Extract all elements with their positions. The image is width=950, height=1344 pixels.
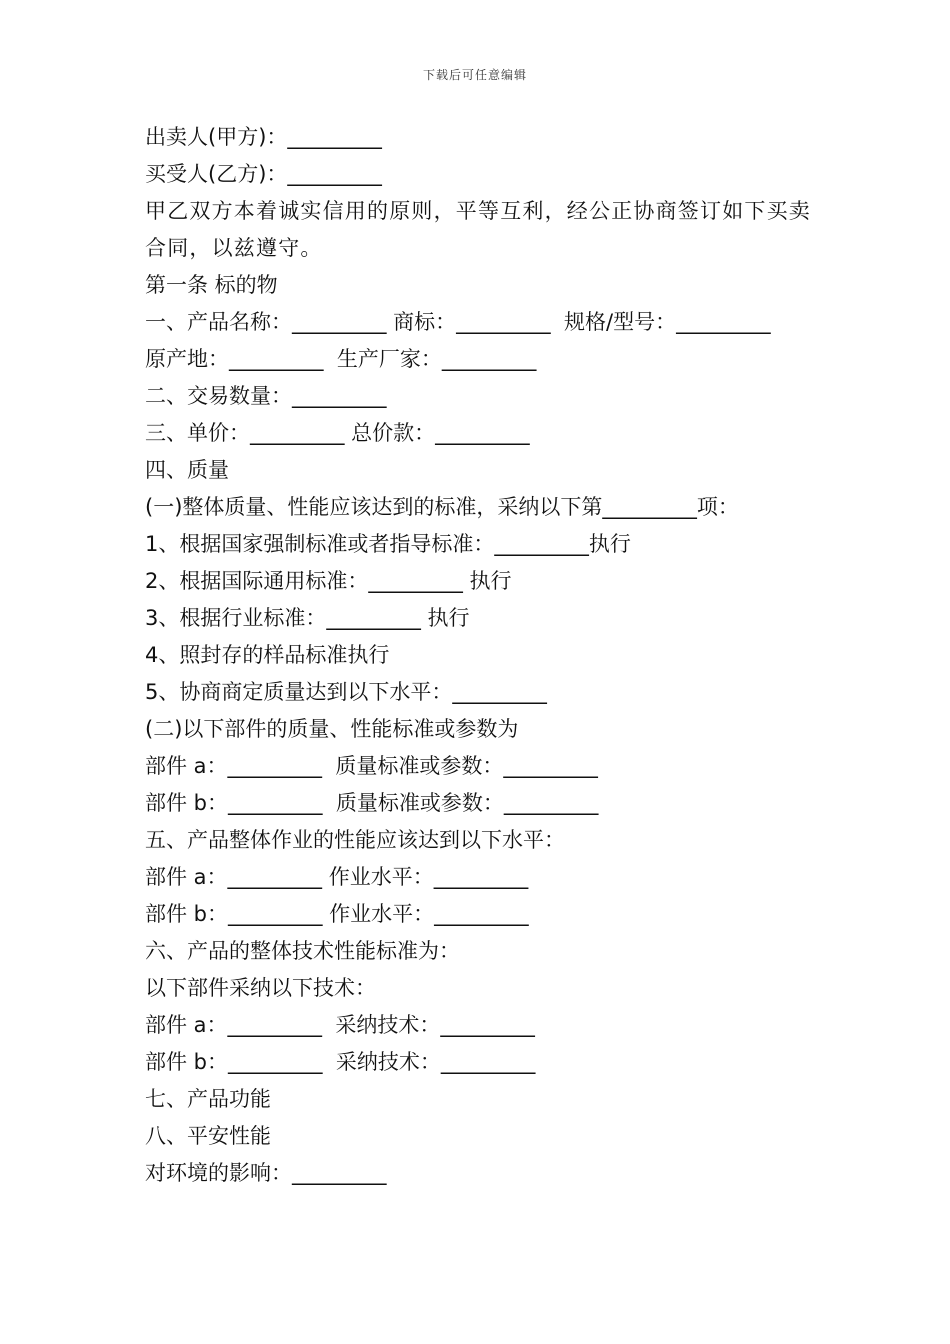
part-a-operation-line: 部件 a：_________ 作业水平：_________ [145,865,529,889]
product-function-heading: 七、产品功能 [145,1087,271,1111]
quality-option-4: 4、照封存的样品标准执行 [145,643,390,667]
quantity-line: 二、交易数量：_________ [145,384,387,408]
part-a-technology-line: 部件 a：_________ 采纳技术：_________ [145,1013,535,1037]
parts-quality-heading: (二)以下部件的质量、性能标准或参数为 [145,717,519,741]
part-b-technology-line: 部件 b：_________ 采纳技术：_________ [145,1050,536,1074]
contract-body [145,119,815,1192]
product-name-line: 一、产品名称：_________ 商标：_________ 规格/型号：_________ [145,310,771,334]
quality-option-1: 1、根据国家强制标准或者指导标准：_________执行 [145,532,631,556]
part-a-quality-line: 部件 a：_________ 质量标准或参数：_________ [145,754,598,778]
part-b-quality-line: 部件 b：_________ 质量标准或参数：_________ [145,791,599,815]
price-line: 三、单价：_________ 总价款：_________ [145,421,530,445]
buyer-line: 买受人(乙方)：_________ [145,162,382,186]
quality-option-3: 3、根据行业标准：_________ 执行 [145,606,470,630]
preamble-paragraph: 甲乙双方本着诚实信用的原则，平等互利，经公正协商签订如下买卖合同，以兹遵守。 [145,199,811,260]
part-b-operation-line: 部件 b：_________ 作业水平：_________ [145,902,529,926]
page-header-note: 下载后可任意编辑 [422,68,527,82]
technology-intro-line: 以下部件采纳以下技术： [145,976,376,1000]
seller-line: 出卖人(甲方)：_________ [145,125,382,149]
quality-option-5: 5、协商商定质量达到以下水平：_________ [145,680,547,704]
safety-performance-heading: 八、平安性能 [145,1124,271,1148]
quality-option-2: 2、根据国际通用标准：_________ 执行 [145,569,512,593]
operation-performance-heading: 五、产品整体作业的性能应该达到以下水平： [145,828,565,852]
technical-standard-heading: 六、产品的整体技术性能标准为： [145,939,460,963]
quality-standard-choice-line: (一)整体质量、性能应该达到的标准，采纳以下第_________项： [145,495,739,519]
environment-impact-line: 对环境的影响：_________ [145,1161,387,1185]
quality-heading: 四、质量 [145,458,229,482]
article-one-heading: 第一条 标的物 [145,273,278,297]
origin-manufacturer-line: 原产地：_________ 生产厂家：_________ [145,347,537,371]
